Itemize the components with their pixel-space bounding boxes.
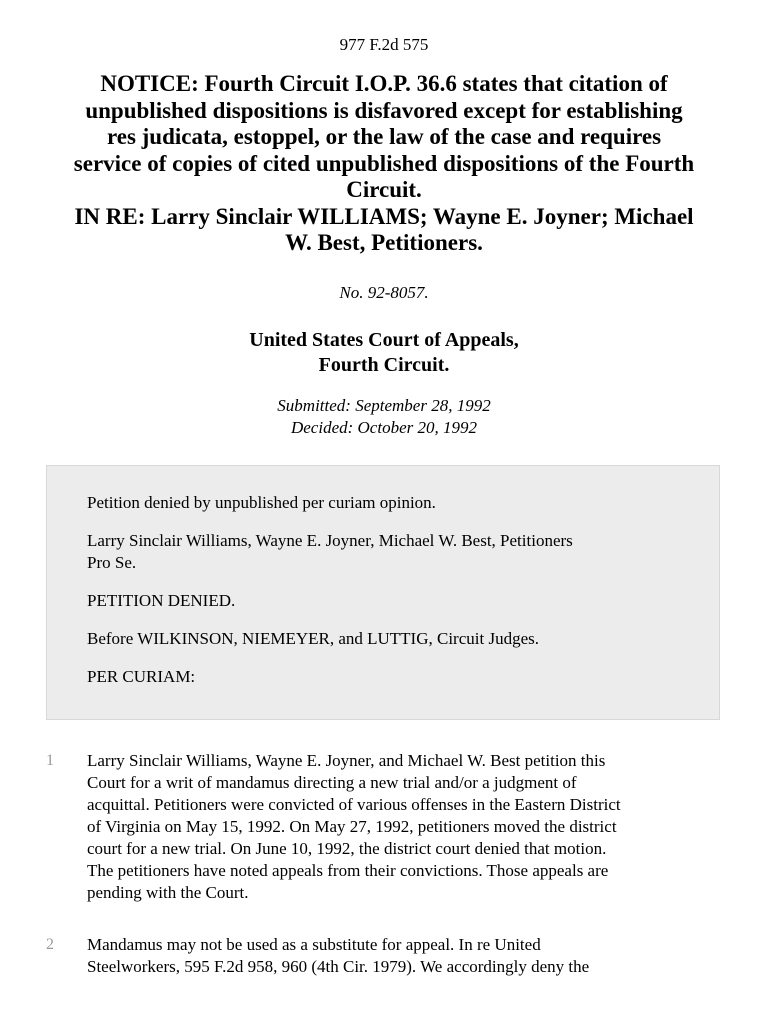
paragraph-line: Steelworkers, 595 F.2d 958, 960 (4th Cir. 1979). We accordingly deny the bbox=[87, 957, 590, 976]
court-name bbox=[0, 328, 768, 378]
disposition-text: Petition denied by unpublished per curiam opinion. bbox=[87, 493, 436, 512]
paragraph-line: Court for a writ of mandamus directing a new trial and/or a judgment of bbox=[87, 773, 577, 792]
paragraph-line: Larry Sinclair Williams, Wayne E. Joyner, and Michael W. Best petition this bbox=[87, 751, 606, 770]
counsel-line: Larry Sinclair Williams, Wayne E. Joyner, Michael W. Best, Petitioners bbox=[87, 531, 573, 550]
counsel-line: Pro Se. bbox=[87, 553, 137, 572]
notice-line: Circuit. bbox=[346, 177, 422, 202]
paragraph-text bbox=[87, 750, 717, 904]
caption-line: IN RE: Larry Sinclair WILLIAMS; Wayne E. Joyner; Michael bbox=[74, 203, 694, 229]
submitted-date: Submitted: September 28, 1992 bbox=[277, 395, 491, 415]
notice-line: res judicata, estoppel, or the law of the case and requires bbox=[106, 124, 662, 149]
panel-text: Before WILKINSON, NIEMEYER, and LUTTIG, Circuit Judges. bbox=[87, 629, 539, 648]
notice-line: unpublished dispositions is disfavored except for establishing bbox=[85, 97, 683, 123]
paragraph-line: court for a new trial. On June 10, 1992, the district court denied that motion. bbox=[87, 839, 607, 858]
notice-line: NOTICE: Fourth Circuit I.O.P. 36.6 states that citation of bbox=[100, 71, 668, 96]
case-title bbox=[46, 71, 722, 257]
court-name-line: Fourth Circuit. bbox=[318, 353, 450, 376]
paragraph-line: of Virginia on May 15, 1992. On May 27, 1992, petitioners moved the district bbox=[87, 817, 617, 836]
case-dates bbox=[0, 395, 768, 439]
per-curiam-label: PER CURIAM: bbox=[87, 667, 196, 686]
paragraph-line: The petitioners have noted appeals from their convictions. Those appeals are bbox=[87, 861, 609, 880]
case-citation: 977 F.2d 575 bbox=[339, 35, 429, 54]
paragraph-number: 2 bbox=[46, 936, 54, 953]
paragraph-number: 1 bbox=[46, 752, 54, 769]
decided-date: Decided: October 20, 1992 bbox=[290, 417, 477, 437]
paragraph-line: pending with the Court. bbox=[87, 883, 249, 902]
paragraph-text bbox=[87, 934, 717, 978]
notice-line: service of copies of cited unpublished dispositions of the Fourth bbox=[73, 150, 695, 176]
opinion-paragraph bbox=[46, 934, 726, 978]
court-name-line: United States Court of Appeals, bbox=[249, 328, 519, 351]
caption-line: W. Best, Petitioners. bbox=[285, 230, 483, 255]
holding-text: PETITION DENIED. bbox=[87, 591, 236, 610]
paragraph-line: acquittal. Petitioners were convicted of various offenses in the Eastern District bbox=[87, 795, 621, 814]
opinion-paragraph bbox=[46, 750, 726, 904]
paragraph-line: Mandamus may not be used as a substitute for appeal. In re United bbox=[87, 935, 541, 954]
counsel-text bbox=[87, 530, 679, 574]
docket-number: No. 92-8057. bbox=[339, 282, 429, 302]
case-summary-box bbox=[46, 465, 720, 720]
